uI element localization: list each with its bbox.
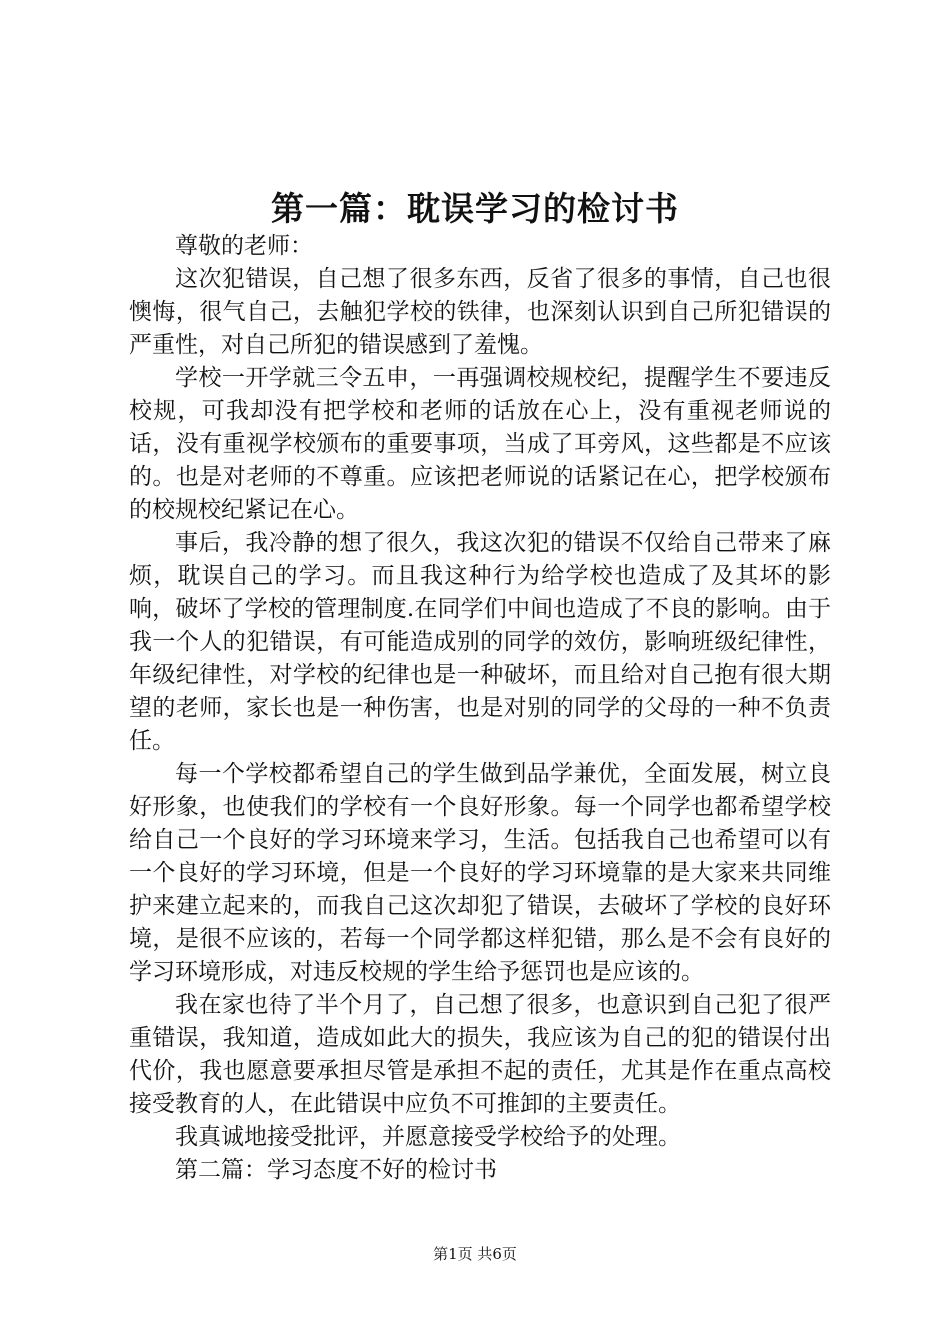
paragraph-2: 学校一开学就三令五申，一再强调校规校纪，提醒学生不要违反校规，可我却没有把学校和老师的话放在心上，没有重视老师说的话，没有重视学校颁布的重要事项，当成了耳旁风，这些都是不应该的。也是对老师的不尊重。应该把老师说的话紧记在心，把学校颁布的校规校纪紧记在心。: [129, 365, 831, 523]
paragraph-6: 我真诚地接受批评，并愿意接受学校给予的处理。: [175, 1124, 681, 1150]
salutation: 尊敬的老师：: [175, 233, 313, 259]
next-section-heading: 第二篇：学习态度不好的检讨书: [175, 1157, 497, 1183]
paragraph-4: 每一个学校都希望自己的学生做到品学兼优，全面发展，树立良好形象，也使我们的学校有一个良好形象。每一个同学也都希望学校给自己一个良好的学习环境来学习，生活。包括我自己也希望可以有一个良好的学习环境，但是一个良好的学习环境靠的是大家来共同维护来建立起来的，而我自己这次却犯了错误，去破坏了学校的良好环境，是很不应该的，若每一个同学都这样犯错，那么是不会有良好的学习环境形成，对违反校规的学生给予惩罚也是应该的。: [129, 761, 831, 985]
document-title: 第一篇：耽误学习的检讨书: [271, 189, 679, 228]
page-number-footer: 第1页 共6页: [433, 1245, 517, 1263]
paragraph-1: 这次犯错误，自己想了很多东西，反省了很多的事情，自己也很懊悔，很气自己，去触犯学校的铁律，也深刻认识到自己所犯错误的严重性，对自己所犯的错误感到了羞愧。: [129, 266, 831, 358]
paragraph-3: 事后，我冷静的想了很久，我这次犯的错误不仅给自己带来了麻烦，耽误自己的学习。而且我这种行为给学校也造成了及其坏的影响，破坏了学校的管理制度.在同学们中间也造成了不良的影响。由于我一个人的犯错误，有可能造成别的同学的效仿，影响班级纪律性，年级纪律性，对学校的纪律也是一种破坏，而且给对自己抱有很大期望的老师，家长也是一种伤害，也是对别的同学的父母的一种不负责任。: [129, 530, 831, 754]
document-body: [129, 230, 831, 1187]
paragraph-5: 我在家也待了半个月了，自己想了很多，也意识到自己犯了很严重错误，我知道，造成如此大的损失，我应该为自己的犯的错误付出代价，我也愿意要承担尽管是承担不起的责任，尤其是作在重点高校接受教育的人，在此错误中应负不可推卸的主要责任。: [129, 992, 831, 1117]
